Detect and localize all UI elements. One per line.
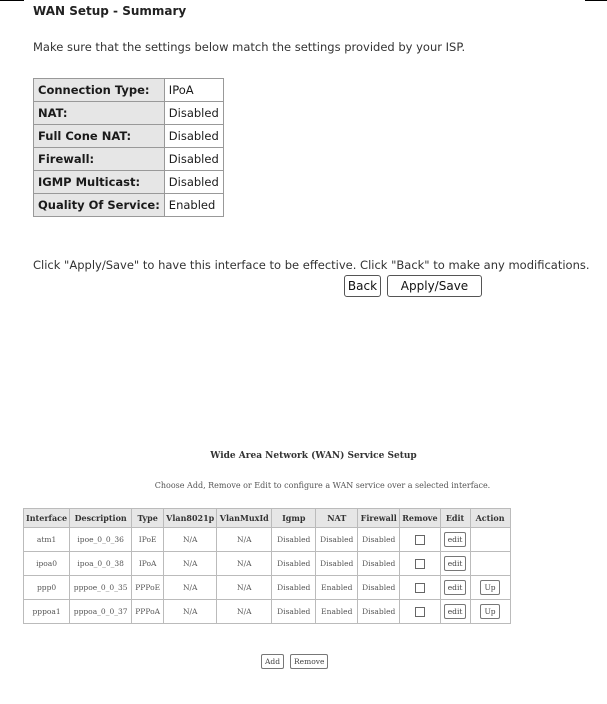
up-button[interactable]: Up (480, 604, 499, 619)
cell-igmp: Disabled (272, 528, 316, 552)
remove-checkbox[interactable] (415, 559, 425, 569)
cell-nat: Enabled (316, 600, 358, 624)
back-button[interactable]: Back (344, 275, 381, 297)
wan-service-table (23, 508, 511, 624)
summary-value: Enabled (164, 194, 223, 217)
remove-button[interactable]: Remove (290, 654, 328, 669)
edit-button[interactable]: edit (444, 532, 467, 547)
cell-description: ipoa_0_0_38 (70, 552, 132, 576)
col-type: Type (132, 509, 164, 528)
top-left-rule (0, 0, 24, 1)
cell-igmp: Disabled (272, 600, 316, 624)
cell-vlan8021p: N/A (164, 576, 217, 600)
apply-save-button[interactable]: Apply/Save (387, 275, 482, 297)
cell-action (470, 600, 510, 624)
col-igmp: Igmp (272, 509, 316, 528)
cell-interface: pppoa1 (24, 600, 70, 624)
cell-firewall: Disabled (358, 552, 400, 576)
summary-value: Disabled (164, 125, 223, 148)
cell-vlan8021p: N/A (164, 600, 217, 624)
wan-section-description: Choose Add, Remove or Edit to configure a WAN service over a selected interface. (154, 481, 491, 490)
cell-interface: ipoa0 (24, 552, 70, 576)
edit-button[interactable]: edit (444, 580, 467, 595)
col-action: Action (470, 509, 510, 528)
cell-firewall: Disabled (358, 576, 400, 600)
remove-checkbox[interactable] (415, 607, 425, 617)
cell-description: pppoe_0_0_35 (70, 576, 132, 600)
col-vlan8021p: Vlan8021p (164, 509, 217, 528)
cell-type: PPPoE (132, 576, 164, 600)
table-row (24, 528, 511, 552)
cell-edit (440, 576, 470, 600)
summary-row-qos (34, 194, 224, 217)
summary-label: Quality Of Service: (34, 194, 165, 217)
summary-label: NAT: (34, 102, 165, 125)
up-button[interactable]: Up (480, 580, 499, 595)
cell-type: PPPoA (132, 600, 164, 624)
summary-label: Full Cone NAT: (34, 125, 165, 148)
cell-interface: atm1 (24, 528, 70, 552)
cell-description: ipoe_0_0_36 (70, 528, 132, 552)
cell-action (470, 552, 510, 576)
table-row (24, 600, 511, 624)
summary-value: IPoA (164, 79, 223, 102)
cell-vlan8021p: N/A (164, 528, 217, 552)
cell-vlanmuxid: N/A (217, 576, 272, 600)
summary-row-nat (34, 102, 224, 125)
summary-label: Connection Type: (34, 79, 165, 102)
summary-row-full-cone-nat (34, 125, 224, 148)
summary-value: Disabled (164, 148, 223, 171)
cell-remove (400, 528, 440, 552)
cell-remove (400, 552, 440, 576)
cell-nat: Enabled (316, 576, 358, 600)
intro-text: Make sure that the settings below match the settings provided by your ISP. (33, 40, 466, 54)
cell-type: IPoE (132, 528, 164, 552)
wan-section-title: Wide Area Network (WAN) Service Setup (210, 451, 417, 461)
cell-type: IPoA (132, 552, 164, 576)
col-nat: NAT (316, 509, 358, 528)
summary-value: Disabled (164, 171, 223, 194)
cell-interface: ppp0 (24, 576, 70, 600)
cell-action (470, 528, 510, 552)
summary-value: Disabled (164, 102, 223, 125)
cell-firewall: Disabled (358, 600, 400, 624)
cell-vlanmuxid: N/A (217, 552, 272, 576)
apply-note: Click "Apply/Save" to have this interface to be effective. Click "Back" to make any modifications. (33, 258, 590, 272)
col-vlanmuxid: VlanMuxId (217, 509, 272, 528)
cell-nat: Disabled (316, 552, 358, 576)
cell-firewall: Disabled (358, 528, 400, 552)
table-row (24, 552, 511, 576)
summary-row-connection-type (34, 79, 224, 102)
edit-button[interactable]: edit (444, 604, 467, 619)
wan-table-header (24, 509, 511, 528)
page-title: WAN Setup - Summary (33, 4, 187, 18)
cell-vlanmuxid: N/A (217, 528, 272, 552)
edit-button[interactable]: edit (444, 556, 467, 571)
cell-edit (440, 528, 470, 552)
cell-action (470, 576, 510, 600)
cell-vlanmuxid: N/A (217, 600, 272, 624)
col-interface: Interface (24, 509, 70, 528)
cell-description: pppoa_0_0_37 (70, 600, 132, 624)
col-remove: Remove (400, 509, 440, 528)
add-button[interactable]: Add (261, 654, 284, 669)
summary-label: Firewall: (34, 148, 165, 171)
summary-label: IGMP Multicast: (34, 171, 165, 194)
summary-table (33, 78, 224, 217)
top-right-rule (585, 0, 607, 1)
cell-igmp: Disabled (272, 552, 316, 576)
cell-remove (400, 576, 440, 600)
cell-edit (440, 552, 470, 576)
remove-checkbox[interactable] (415, 535, 425, 545)
summary-row-igmp-multicast (34, 171, 224, 194)
table-row (24, 576, 511, 600)
cell-remove (400, 600, 440, 624)
cell-igmp: Disabled (272, 576, 316, 600)
cell-vlan8021p: N/A (164, 552, 217, 576)
cell-edit (440, 600, 470, 624)
col-description: Description (70, 509, 132, 528)
summary-row-firewall (34, 148, 224, 171)
col-firewall: Firewall (358, 509, 400, 528)
remove-checkbox[interactable] (415, 583, 425, 593)
cell-nat: Disabled (316, 528, 358, 552)
col-edit: Edit (440, 509, 470, 528)
